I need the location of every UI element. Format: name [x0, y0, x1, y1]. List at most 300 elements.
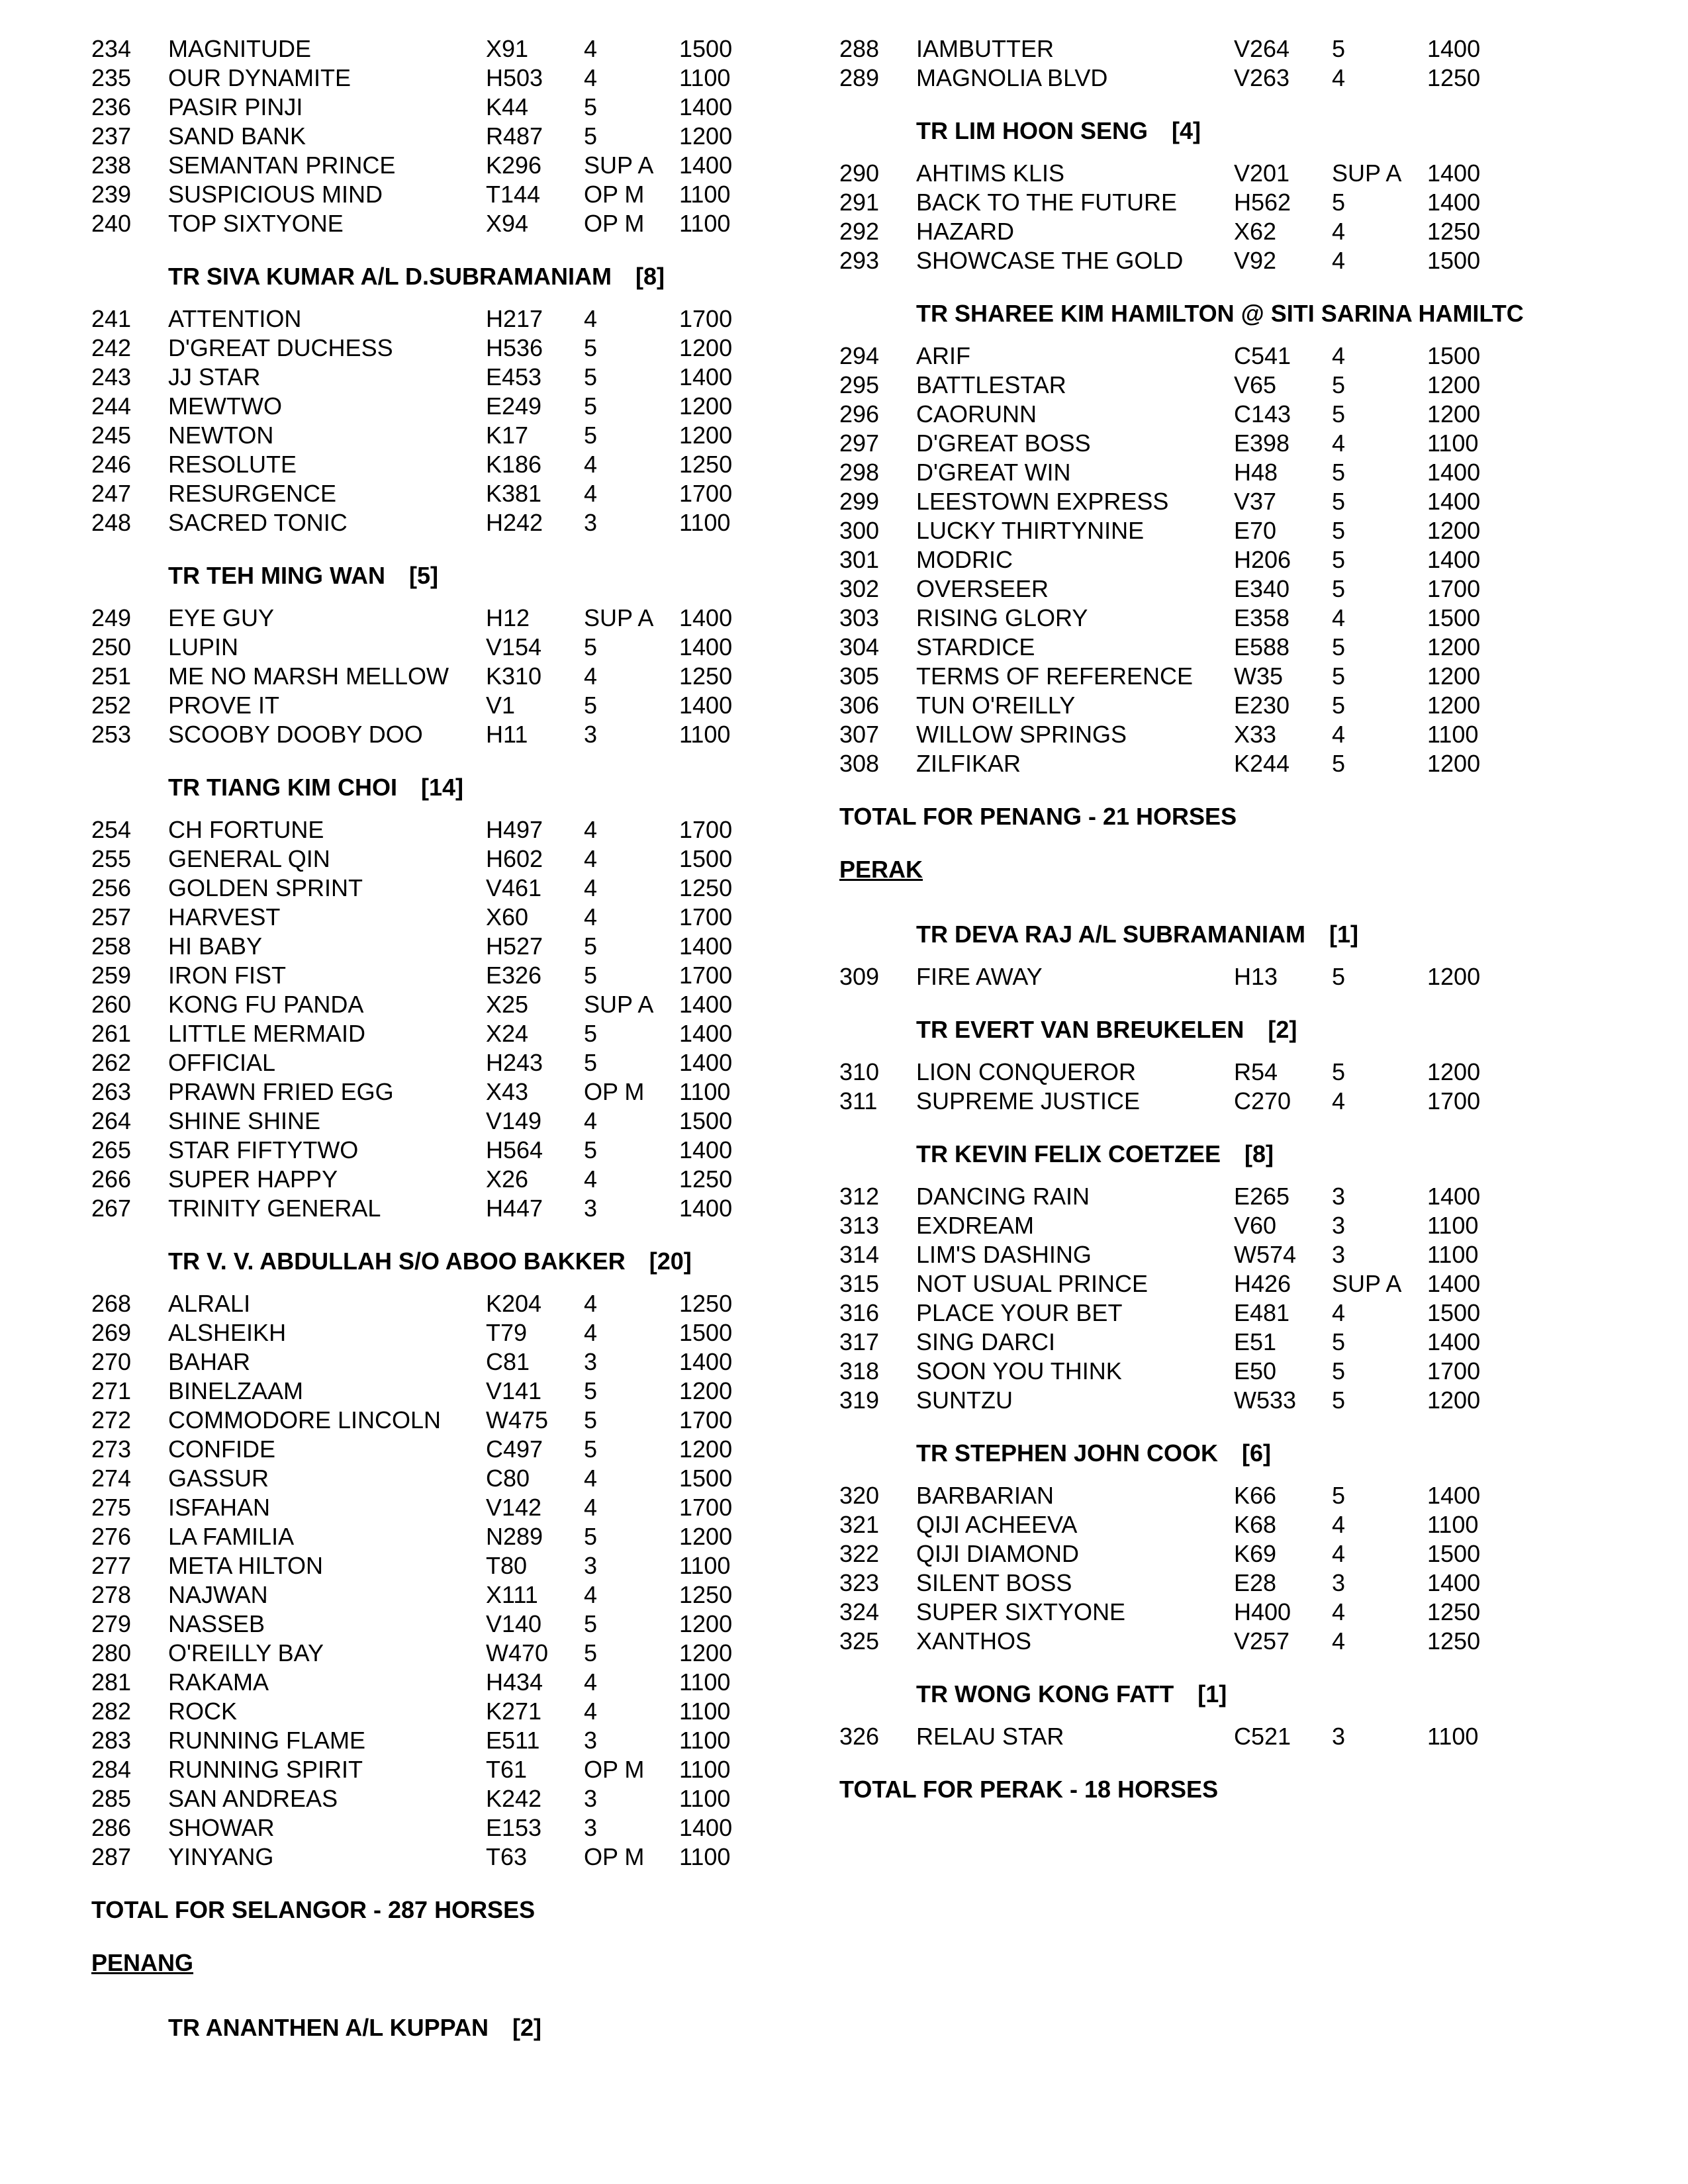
horse-number: 314: [839, 1241, 880, 1268]
horse-distance: 1400: [679, 604, 733, 631]
horse-class: 3: [584, 1785, 598, 1812]
horse-name: JJ STAR: [168, 363, 261, 390]
horse-name: SHOWCASE THE GOLD: [916, 247, 1184, 274]
horse-row: [839, 1058, 1601, 1087]
horse-distance: 1500: [679, 1465, 733, 1492]
horse-row: [91, 1077, 753, 1107]
horse-row: [91, 1347, 753, 1377]
horse-name: SAND BANK: [168, 122, 306, 150]
horse-code: V92: [1234, 247, 1277, 274]
trainer-name: [168, 561, 438, 590]
horse-row: [91, 1726, 753, 1755]
horse-class: 5: [584, 1523, 598, 1550]
horse-distance: 1100: [1427, 1241, 1479, 1268]
horse-name: EXDREAM: [916, 1212, 1035, 1239]
horse-code: X24: [486, 1020, 529, 1047]
horse-distance: 1200: [679, 334, 733, 361]
trainer-name: [916, 920, 1358, 949]
region-total: TOTAL FOR PENANG - 21 HORSES: [839, 803, 1237, 830]
horse-number: 235: [91, 64, 132, 91]
horse-number: 258: [91, 933, 132, 960]
horse-name: BINELZAAM: [168, 1377, 304, 1404]
horse-distance: 1400: [1427, 1328, 1481, 1355]
horse-class: 3: [584, 721, 598, 748]
horse-distance: 1200: [679, 392, 733, 420]
trainer-heading: [91, 561, 753, 590]
horse-code: C270: [1234, 1087, 1291, 1115]
horse-code: W533: [1234, 1387, 1297, 1414]
horse-number: 324: [839, 1598, 880, 1625]
horse-number: 255: [91, 845, 132, 872]
horse-name: SAN ANDREAS: [168, 1785, 338, 1812]
horse-distance: 1700: [679, 305, 733, 332]
horse-name: SHOWAR: [168, 1814, 275, 1841]
trainer-name: [916, 1439, 1271, 1468]
horse-class: SUP A: [584, 991, 654, 1018]
horse-code: V154: [486, 633, 542, 660]
horse-class: 4: [584, 64, 598, 91]
horse-number: 299: [839, 488, 880, 515]
horse-class: 3: [1332, 1183, 1346, 1210]
horse-code: H527: [486, 933, 543, 960]
horse-number: 309: [839, 963, 880, 990]
horse-class: OP M: [584, 210, 645, 237]
horse-code: C80: [486, 1465, 530, 1492]
horse-row: [839, 516, 1601, 545]
horse-distance: 1400: [679, 692, 733, 719]
trainer-name: [916, 116, 1201, 146]
horse-distance: 1400: [679, 363, 733, 390]
horse-code: R54: [1234, 1058, 1278, 1085]
trainer-name-text: TR KEVIN FELIX COETZEE: [916, 1140, 1221, 1167]
horse-row: [91, 1697, 753, 1726]
horse-class: 4: [1332, 1627, 1346, 1655]
horse-number: 300: [839, 517, 880, 544]
horse-number: 248: [91, 509, 132, 536]
horse-name: ALSHEIKH: [168, 1319, 287, 1346]
horse-distance: 1400: [679, 1136, 733, 1163]
horse-class: 5: [584, 363, 598, 390]
horse-class: 4: [584, 1581, 598, 1608]
horse-class: 5: [584, 1377, 598, 1404]
horse-row: [91, 1610, 753, 1639]
horse-row: [839, 633, 1601, 662]
right-column: [839, 34, 1601, 1804]
trainer-name-text: TR EVERT VAN BREUKELEN: [916, 1016, 1244, 1043]
horse-distance: 1100: [679, 1727, 731, 1754]
horse-number: 272: [91, 1406, 132, 1433]
horse-row: [839, 604, 1601, 633]
horse-distance: 1250: [679, 1581, 733, 1608]
horse-code: E28: [1234, 1569, 1277, 1596]
horse-distance: 1400: [679, 1195, 733, 1222]
horse-number: 323: [839, 1569, 880, 1596]
horse-number: 273: [91, 1435, 132, 1463]
region-heading: PERAK: [839, 856, 923, 883]
horse-number: 307: [839, 721, 880, 748]
horse-code: E50: [1234, 1357, 1277, 1385]
left-column: [91, 34, 753, 2042]
horse-class: 4: [584, 662, 598, 690]
horse-distance: 1400: [679, 933, 733, 960]
horse-number: 254: [91, 816, 132, 843]
horse-class: 5: [1332, 517, 1346, 544]
horse-row: [91, 1493, 753, 1522]
horse-name: D'GREAT DUCHESS: [168, 334, 393, 361]
horse-row: [91, 180, 753, 209]
horse-distance: 1500: [1427, 604, 1481, 631]
horse-row: [91, 1165, 753, 1194]
horse-row: [91, 1048, 753, 1077]
horse-code: V263: [1234, 64, 1290, 91]
horse-number: 252: [91, 692, 132, 719]
horse-name: ME NO MARSH MELLOW: [168, 662, 449, 690]
horse-number: 301: [839, 546, 880, 573]
horse-number: 277: [91, 1552, 132, 1579]
horse-class: 5: [584, 962, 598, 989]
horse-class: 5: [1332, 371, 1346, 398]
horse-row: [91, 815, 753, 844]
horse-distance: 1700: [679, 962, 733, 989]
horse-code: V140: [486, 1610, 542, 1637]
horse-name: OVERSEER: [916, 575, 1049, 602]
horse-distance: 1400: [679, 1348, 733, 1375]
horse-row: [91, 1551, 753, 1580]
horse-class: 4: [584, 1465, 598, 1492]
horse-class: SUP A: [1332, 1270, 1402, 1297]
horse-row: [91, 1435, 753, 1464]
horse-code: X60: [486, 903, 529, 931]
horse-distance: 1500: [1427, 1299, 1481, 1326]
horse-distance: 1100: [679, 509, 731, 536]
horse-distance: 1500: [679, 845, 733, 872]
horse-class: 5: [584, 1610, 598, 1637]
horse-name: QIJI ACHEEVA: [916, 1511, 1078, 1538]
horse-row: [839, 962, 1601, 991]
horse-row: [839, 1539, 1601, 1569]
horse-code: K242: [486, 1785, 542, 1812]
trainer-horse-count: [2]: [1268, 1016, 1297, 1043]
horse-code: K44: [486, 93, 529, 120]
horse-distance: 1250: [679, 1165, 733, 1193]
horse-number: 263: [91, 1078, 132, 1105]
horse-class: 4: [584, 1290, 598, 1317]
horse-row: [91, 1406, 753, 1435]
horse-class: 5: [584, 392, 598, 420]
horse-row: [91, 874, 753, 903]
horse-distance: 1200: [679, 1639, 733, 1666]
horse-code: H206: [1234, 546, 1291, 573]
horse-name: HAZARD: [916, 218, 1015, 245]
horse-name: SUPER SIXTYONE: [916, 1598, 1126, 1625]
horse-distance: 1500: [1427, 247, 1481, 274]
horse-name: BATTLESTAR: [916, 371, 1066, 398]
horse-row: [839, 720, 1601, 749]
horse-name: BACK TO THE FUTURE: [916, 189, 1178, 216]
horse-class: 5: [1332, 963, 1346, 990]
horse-row: [91, 479, 753, 508]
horse-distance: 1200: [679, 1377, 733, 1404]
horse-name: RELAU STAR: [916, 1723, 1064, 1750]
horse-name: RESOLUTE: [168, 451, 297, 478]
horse-name: IRON FIST: [168, 962, 286, 989]
horse-row: [839, 1087, 1601, 1116]
horse-name: LUCKY THIRTYNINE: [916, 517, 1145, 544]
horse-code: T61: [486, 1756, 528, 1783]
horse-code: C497: [486, 1435, 543, 1463]
horse-class: 3: [584, 1727, 598, 1754]
horse-code: V1: [486, 692, 516, 719]
horse-row: [91, 209, 753, 238]
horse-distance: 1250: [679, 662, 733, 690]
horse-number: 326: [839, 1723, 880, 1750]
horse-distance: 1400: [679, 1049, 733, 1076]
horse-row: [839, 1386, 1601, 1415]
horse-name: ZILFIKAR: [916, 750, 1021, 777]
horse-number: 311: [839, 1087, 878, 1115]
horse-code: X94: [486, 210, 529, 237]
horse-name: MODRIC: [916, 546, 1013, 573]
horse-name: SILENT BOSS: [916, 1569, 1072, 1596]
horse-row: [91, 1813, 753, 1843]
horse-distance: 1400: [1427, 1482, 1481, 1509]
horse-name: META HILTON: [168, 1552, 324, 1579]
horse-name: RESURGENCE: [168, 480, 337, 507]
horse-class: 3: [584, 1195, 598, 1222]
horse-name: BARBARIAN: [916, 1482, 1055, 1509]
horse-code: H11: [486, 721, 528, 748]
trainer-heading: [839, 1140, 1601, 1169]
horse-name: TOP SIXTYONE: [168, 210, 344, 237]
horse-class: 5: [1332, 189, 1346, 216]
horse-row: [91, 903, 753, 932]
horse-row: [91, 1755, 753, 1784]
trainer-heading: [91, 262, 753, 291]
horse-row: [91, 990, 753, 1019]
horse-class: 4: [584, 874, 598, 901]
horse-row: [91, 1318, 753, 1347]
trainer-name-text: TR LIM HOON SENG: [916, 117, 1148, 144]
horse-class: 4: [1332, 1299, 1346, 1326]
horse-distance: 1500: [679, 35, 733, 62]
horse-code: H48: [1234, 459, 1278, 486]
horse-code: K296: [486, 152, 542, 179]
trainer-heading: [91, 2013, 753, 2042]
horse-code: H217: [486, 305, 543, 332]
horse-class: 5: [584, 422, 598, 449]
horse-class: 3: [584, 1814, 598, 1841]
horse-distance: 1700: [679, 1494, 733, 1521]
horse-row: [91, 604, 753, 633]
horse-row: [839, 1211, 1601, 1240]
horse-class: 5: [1332, 459, 1346, 486]
horse-number: 265: [91, 1136, 132, 1163]
horse-distance: 1500: [1427, 1540, 1481, 1567]
horse-name: EYE GUY: [168, 604, 275, 631]
trainer-name-text: TR TIANG KIM CHOI: [168, 774, 397, 801]
horse-class: 5: [1332, 662, 1346, 690]
horse-name: NOT USUAL PRINCE: [916, 1270, 1149, 1297]
horse-class: OP M: [584, 1756, 645, 1783]
horse-class: 4: [584, 1494, 598, 1521]
horse-name: TUN O'REILLY: [916, 692, 1076, 719]
horse-distance: 1100: [679, 1698, 731, 1725]
horse-class: 5: [584, 334, 598, 361]
horse-class: 4: [1332, 247, 1346, 274]
horse-distance: 1250: [1427, 1627, 1481, 1655]
horse-code: H434: [486, 1668, 543, 1696]
horse-code: H564: [486, 1136, 543, 1163]
horse-code: T144: [486, 181, 541, 208]
horse-code: H562: [1234, 189, 1291, 216]
horse-row: [839, 662, 1601, 691]
horse-distance: 1200: [1427, 371, 1481, 398]
horse-distance: 1200: [679, 1523, 733, 1550]
horse-name: OFFICIAL: [168, 1049, 276, 1076]
horse-class: 4: [584, 1668, 598, 1696]
horse-number: 243: [91, 363, 132, 390]
horse-name: SUPREME JUSTICE: [916, 1087, 1141, 1115]
horse-number: 268: [91, 1290, 132, 1317]
trainer-name: [916, 1680, 1227, 1709]
horse-name: PLACE YOUR BET: [916, 1299, 1123, 1326]
horse-class: 5: [584, 633, 598, 660]
horse-number: 306: [839, 692, 880, 719]
horse-class: 5: [584, 1639, 598, 1666]
horse-number: 282: [91, 1698, 132, 1725]
horse-class: 4: [1332, 342, 1346, 369]
trainer-horse-count: [14]: [420, 774, 464, 801]
horse-code: H497: [486, 816, 543, 843]
horse-row: [91, 662, 753, 691]
horse-row: [839, 1722, 1601, 1751]
horse-name: GASSUR: [168, 1465, 269, 1492]
horse-code: E453: [486, 363, 542, 390]
horse-row: [91, 1639, 753, 1668]
horse-row: [839, 34, 1601, 64]
horse-name: GENERAL QIN: [168, 845, 330, 872]
horse-row: [91, 1289, 753, 1318]
horse-distance: 1700: [679, 1406, 733, 1433]
horse-distance: 1200: [1427, 662, 1481, 690]
horse-class: 4: [584, 845, 598, 872]
horse-distance: 1400: [1427, 488, 1481, 515]
horse-distance: 1200: [1427, 963, 1481, 990]
horse-row: [91, 34, 753, 64]
horse-number: 288: [839, 35, 880, 62]
horse-name: O'REILLY BAY: [168, 1639, 324, 1666]
trainer-name: [168, 1247, 692, 1276]
horse-code: E358: [1234, 604, 1290, 631]
horse-code: C521: [1234, 1723, 1291, 1750]
horse-class: 3: [584, 509, 598, 536]
horse-class: 5: [1332, 633, 1346, 660]
horse-number: 287: [91, 1843, 132, 1870]
horse-class: 3: [584, 1348, 598, 1375]
horse-distance: 1100: [1427, 1723, 1479, 1750]
horse-distance: 1100: [1427, 430, 1479, 457]
horse-class: 3: [1332, 1212, 1346, 1239]
horse-code: H12: [486, 604, 530, 631]
horse-distance: 1100: [1427, 1511, 1479, 1538]
horse-code: W574: [1234, 1241, 1297, 1268]
horse-class: SUP A: [1332, 159, 1402, 187]
horse-number: 245: [91, 422, 132, 449]
horse-number: 320: [839, 1482, 880, 1509]
horse-row: [839, 1569, 1601, 1598]
horse-distance: 1100: [679, 1843, 731, 1870]
horse-row: [91, 633, 753, 662]
horse-row: [839, 371, 1601, 400]
horse-code: H242: [486, 509, 543, 536]
horse-name: LA FAMILIA: [168, 1523, 295, 1550]
horse-name: FIRE AWAY: [916, 963, 1043, 990]
horse-number: 240: [91, 210, 132, 237]
horse-class: 5: [1332, 1357, 1346, 1385]
horse-code: E340: [1234, 575, 1290, 602]
horse-name: YINYANG: [168, 1843, 274, 1870]
trainer-name-text: TR ANANTHEN A/L KUPPAN: [168, 2014, 489, 2041]
horse-code: T80: [486, 1552, 528, 1579]
horse-row: [91, 508, 753, 537]
horse-row: [839, 1510, 1601, 1539]
horse-row: [839, 1627, 1601, 1656]
horse-code: H243: [486, 1049, 543, 1076]
horse-distance: 1700: [1427, 575, 1481, 602]
horse-number: 251: [91, 662, 132, 690]
horse-class: 4: [584, 1107, 598, 1134]
horse-name: PRAWN FRIED EGG: [168, 1078, 394, 1105]
horse-row: [839, 1269, 1601, 1298]
horse-code: X111: [486, 1581, 538, 1608]
horse-class: 4: [1332, 430, 1346, 457]
horse-code: E588: [1234, 633, 1290, 660]
trainer-heading: [839, 299, 1601, 328]
horse-number: 279: [91, 1610, 132, 1637]
horse-code: K271: [486, 1698, 542, 1725]
horse-class: 5: [584, 93, 598, 120]
horse-row: [91, 93, 753, 122]
horse-distance: 1500: [1427, 342, 1481, 369]
horse-code: K17: [486, 422, 529, 449]
trainer-horse-count: [1]: [1329, 921, 1359, 948]
trainer-name-text: TR SHAREE KIM HAMILTON @ SITI SARINA HAMILTC: [916, 300, 1524, 327]
horse-number: 310: [839, 1058, 880, 1085]
horse-row: [91, 363, 753, 392]
horse-name: PROVE IT: [168, 692, 280, 719]
horse-distance: 1400: [1427, 1183, 1481, 1210]
horse-number: 284: [91, 1756, 132, 1783]
horse-class: 4: [1332, 721, 1346, 748]
horse-row: [91, 392, 753, 421]
horse-number: 249: [91, 604, 132, 631]
horse-row: [91, 1522, 753, 1551]
horse-name: SING DARCI: [916, 1328, 1056, 1355]
horse-class: 5: [584, 933, 598, 960]
trainer-horse-count: [1]: [1197, 1680, 1227, 1707]
horse-class: 5: [584, 1049, 598, 1076]
horse-class: OP M: [584, 1078, 645, 1105]
horse-name: GOLDEN SPRINT: [168, 874, 363, 901]
horse-class: 5: [584, 1020, 598, 1047]
horse-name: WILLOW SPRINGS: [916, 721, 1127, 748]
horse-number: 312: [839, 1183, 880, 1210]
trainer-name: [916, 1140, 1274, 1169]
horse-row: [839, 217, 1601, 246]
horse-number: 317: [839, 1328, 880, 1355]
trainer-heading: [839, 116, 1601, 146]
horse-number: 283: [91, 1727, 132, 1754]
